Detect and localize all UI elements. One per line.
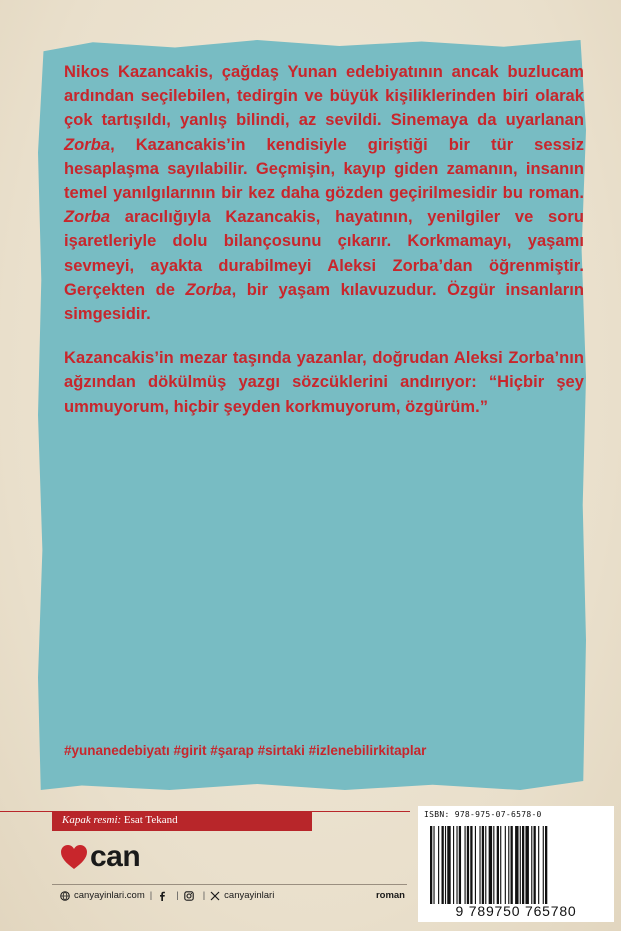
barcode-bar — [445, 826, 446, 904]
barcode-bar — [489, 826, 492, 904]
barcode-bar — [465, 826, 466, 904]
globe-icon — [60, 891, 70, 901]
blurb — [64, 60, 584, 439]
barcode-bar — [500, 826, 501, 904]
barcode-bar — [520, 826, 521, 904]
barcode-bar — [497, 826, 499, 904]
heart-icon — [60, 844, 88, 870]
footer-divider — [52, 884, 407, 885]
barcode-bar — [511, 826, 513, 904]
footer-separator: | — [149, 890, 153, 901]
hashtags: #yunanedebiyatı #girit #şarap #sirtaki #izlenebilirkitaplar — [64, 743, 427, 758]
barcode-bar — [508, 826, 509, 904]
website-link[interactable]: canyayinlari.com — [74, 890, 145, 901]
blurb-paragraph-2: Kazancakis’in mezar taşında yazanlar, doğrudan Aleksi Zorba’nın ağzından dökülmüş yazgı sözcüklerini andırıyor: “Hiçbir şey ummuyorum, hiçbir şeyden korkmuyorum, özgürüm.” — [64, 349, 584, 416]
barcode-bar — [479, 826, 480, 904]
barcode-bar — [459, 826, 461, 904]
barcode-bar — [493, 826, 494, 904]
footer-separator: | — [202, 890, 206, 901]
barcode-bar — [545, 826, 547, 904]
barcode-bar — [453, 826, 454, 904]
instagram-icon[interactable] — [184, 891, 194, 901]
credit-name: Esat Tekand — [123, 814, 178, 826]
cover-credit — [62, 814, 178, 826]
barcode-bar — [447, 826, 450, 904]
barcode-bar — [442, 826, 444, 904]
barcode-bar — [482, 826, 484, 904]
isbn-label: ISBN: 978-975-07-6578-0 — [424, 810, 542, 819]
barcode-bar — [505, 826, 506, 904]
barcode-bar — [531, 826, 532, 904]
barcode-bar — [543, 826, 544, 904]
barcode-bar — [430, 826, 432, 904]
barcode-bar — [438, 826, 439, 904]
credit-label: Kapak resmi: — [62, 814, 122, 826]
publisher-footer — [60, 890, 405, 901]
facebook-icon[interactable] — [157, 891, 167, 901]
barcode-bar — [467, 826, 469, 904]
barcode-bar — [538, 826, 539, 904]
barcode-bar — [470, 826, 472, 904]
genre-label: roman — [375, 890, 405, 901]
barcode-bar — [485, 826, 486, 904]
barcode-bar — [515, 826, 518, 904]
x-icon[interactable] — [210, 891, 220, 901]
social-handle[interactable]: canyayinlari — [224, 890, 275, 901]
logo-wordmark: can — [90, 840, 141, 873]
barcode-bar — [522, 826, 524, 904]
footer-separator: | — [176, 890, 179, 901]
barcode-bar — [433, 826, 434, 904]
blurb-paragraph-1: Nikos Kazancakis, çağdaş Yunan edebiyatının ancak buzlucam ardından seçilebilen, tedirgin ve büyük kişiliklerinden biri olarak çok tartışıldı, yanlış bilindi, az sevildi. Sinemaya da uyarlanan Zorba, Kazancakis’in kendisiyle giriştiği bir tür sessiz hesaplaşma sayılabilir. Geçmişin, kayıp giden zamanın, insanın temel yanılgılarının bir kez daha gözden geçirilmesidir bu roman. Zorba aracılığıyla Kazancakis, hayatının, yenilgiler ve soru işaretleriyle dolu bilançosunu çıkarır. Korkmamayı, yaşamı sevmeyi, ayakta durabilmeyi Aleksi Zorba’dan öğrenmiştir. Gerçekten de Zorba, bir yaşam kılavuzudur. Özgür insanların simgesidir. — [64, 63, 584, 324]
book-title-zorba: Zorba — [64, 135, 111, 154]
book-title-zorba: Zorba — [64, 208, 111, 227]
barcode-bar — [456, 826, 457, 904]
barcode-icon — [428, 826, 608, 904]
barcode-bar — [525, 826, 528, 904]
publisher-logo — [60, 842, 140, 872]
barcode-digits: 9 789750 765780 — [455, 903, 577, 919]
barcode-bar — [534, 826, 536, 904]
book-title-zorba: Zorba — [185, 280, 232, 299]
barcode-bar — [475, 826, 476, 904]
